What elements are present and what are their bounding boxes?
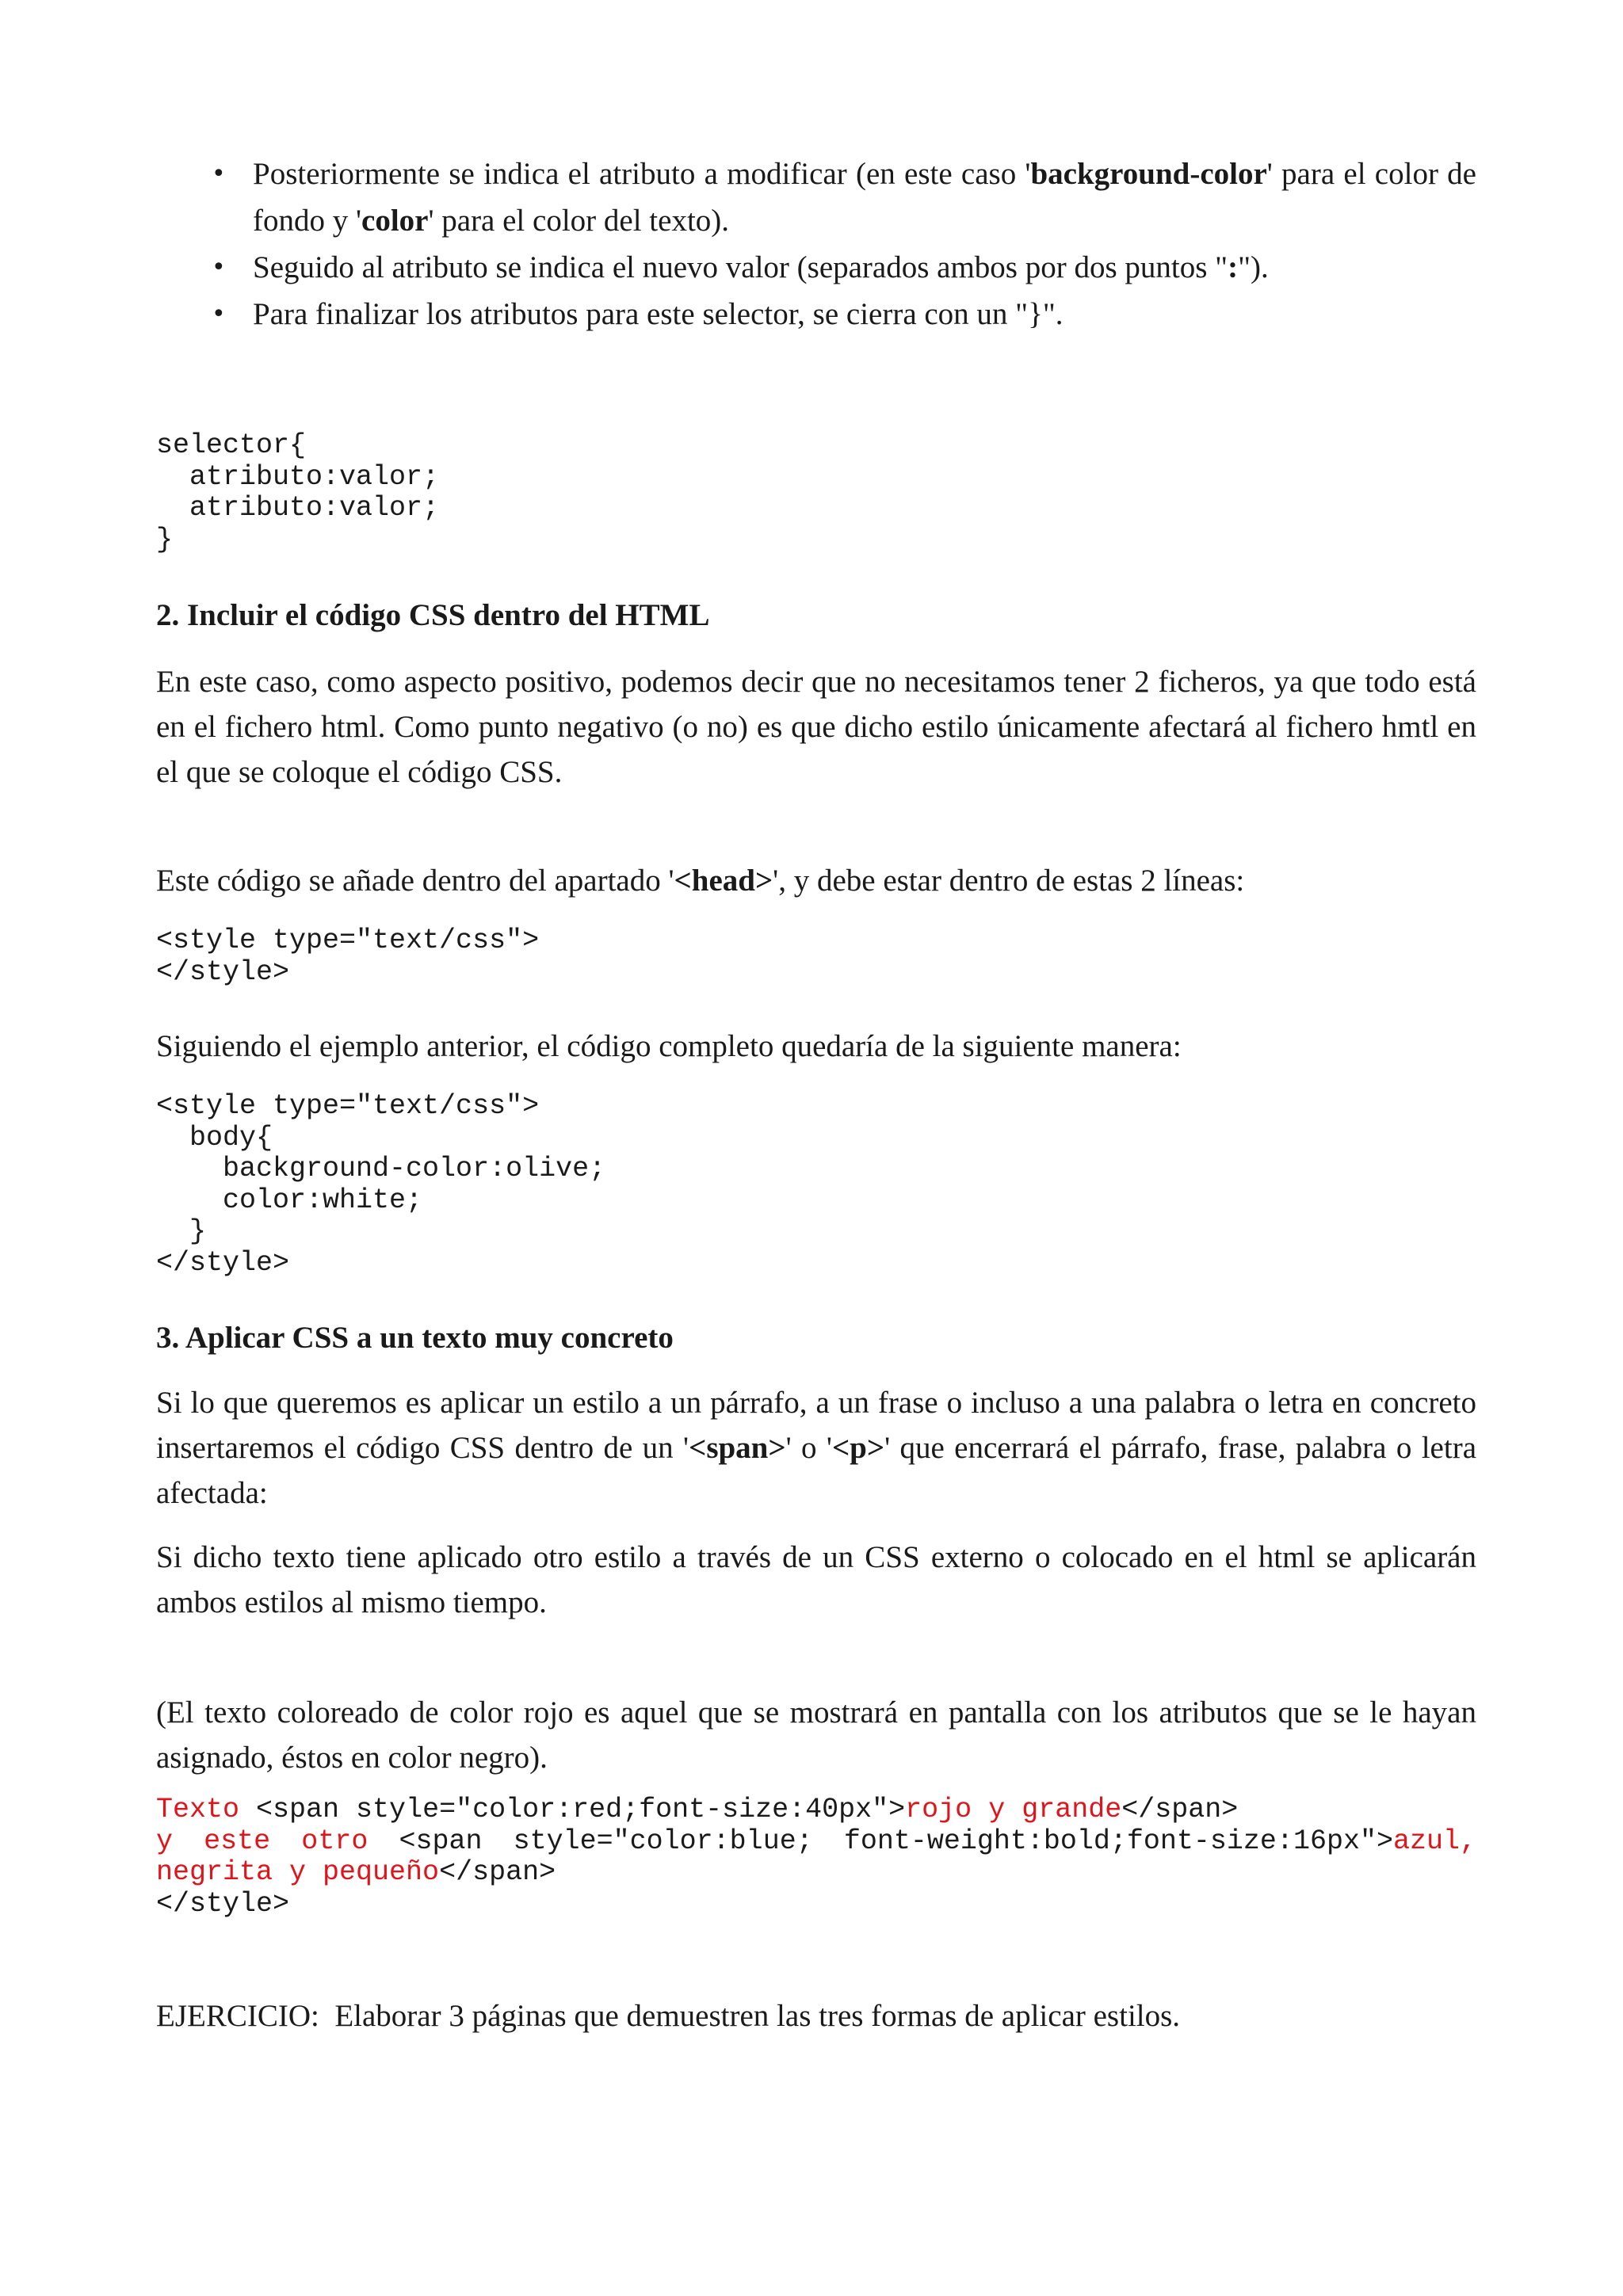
paragraph-text: ' o '	[785, 1431, 832, 1465]
exercise-text: EJERCICIO: Elaborar 3 páginas que demuestren las tres formas de aplicar estilos.	[156, 1999, 1181, 2033]
paragraph-text: ', y debe estar dentro de estas 2 líneas:	[773, 864, 1245, 898]
list-item	[212, 291, 1476, 338]
paragraph-text: ' que encerrará el párrafo, frase, palabra o letra afectada:	[156, 1431, 1477, 1510]
code-line	[156, 1889, 1476, 1920]
bullet-text: Posteriormente se indica el atributo a modificar (en este caso '	[253, 157, 1031, 191]
code-text: </span>	[1121, 1794, 1239, 1825]
bold-term: <p>	[831, 1431, 885, 1465]
code-red-text: rojo y grande	[905, 1794, 1122, 1825]
paragraph: Si dicho texto tiene aplicado otro estilo a través de un CSS externo o colocado en el html se aplicarán ambos estilos al mismo tiempo.	[156, 1540, 1476, 1619]
bullet-text: Para finalizar los atributos para este selector, se cierra con un "}".	[253, 297, 1064, 331]
bold-term: <head>	[674, 864, 773, 898]
paragraph: (El texto coloreado de color rojo es aquel que se mostrará en pantalla con los atributos que se le hayan asignado, éstos en color negro).	[156, 1695, 1476, 1775]
code-block-span	[156, 1794, 1476, 1920]
bold-term: <span>	[689, 1431, 786, 1465]
code-line	[156, 1826, 1476, 1858]
section-heading: 2. Incluir el código CSS dentro del HTML	[156, 598, 710, 632]
paragraph: Siguiendo el ejemplo anterior, el código completo quedaría de la siguiente manera:	[156, 1029, 1182, 1063]
list-item	[212, 151, 1476, 244]
code-line	[156, 1794, 1476, 1826]
code-text: <span style="color:blue; font-weight:bold;font-size:16px">	[368, 1825, 1393, 1857]
bullet-icon: •	[212, 160, 226, 188]
code-block-full: <style type="text/css"> body{ background-color:olive; color:white; } </style>	[156, 1090, 606, 1279]
bullet-icon: •	[212, 254, 226, 281]
paragraph	[156, 858, 1476, 903]
bullet-text: ' para el color del texto).	[428, 204, 730, 238]
code-block-selector: selector{ atributo:valor; atributo:valor; }	[156, 429, 440, 555]
paragraph: En este caso, como aspecto positivo, podemos decir que no necesitamos tener 2 ficheros, ya que todo está en el fichero html. Como punto negativo (o no) es que dicho estilo únicamente afectará al fichero hmtl en el que se coloque el código CSS.	[156, 665, 1476, 789]
code-red-text: y este otro	[156, 1825, 369, 1857]
bullet-text: Seguido al atributo se indica el nuevo valor (separados ambos por dos puntos "	[253, 250, 1228, 284]
list-item	[212, 244, 1476, 291]
code-red-text: negrita y pequeño	[156, 1856, 440, 1888]
code-red-text: Texto	[156, 1794, 240, 1825]
paragraph-text: Si lo que queremos es aplicar un estilo a un párrafo, a un frase o incluso a una palabra o letra en concreto insertaremos el código CSS dentro de un '	[156, 1386, 1476, 1465]
code-red-text: azul,	[1392, 1825, 1476, 1857]
paragraph-text: Este código se añade dentro del apartado '	[156, 864, 674, 898]
code-text: </span>	[439, 1856, 556, 1888]
code-line	[156, 1857, 1476, 1889]
bullet-list	[212, 151, 1476, 338]
code-text: </style>	[156, 1887, 290, 1920]
code-text: <span style="color:red;font-size:40px">	[239, 1794, 906, 1825]
bold-term: background-color	[1030, 157, 1267, 191]
bold-term: color	[361, 204, 429, 238]
section-heading: 3. Aplicar CSS a un texto muy concreto	[156, 1321, 674, 1355]
bold-term: :	[1228, 250, 1239, 284]
bullet-text: ' para el color de fondo y '	[253, 157, 1476, 238]
code-block-style-tags: <style type="text/css"> </style>	[156, 925, 540, 988]
bullet-text: ").	[1238, 250, 1269, 284]
bullet-icon: •	[212, 300, 226, 328]
paragraph	[156, 1380, 1476, 1516]
